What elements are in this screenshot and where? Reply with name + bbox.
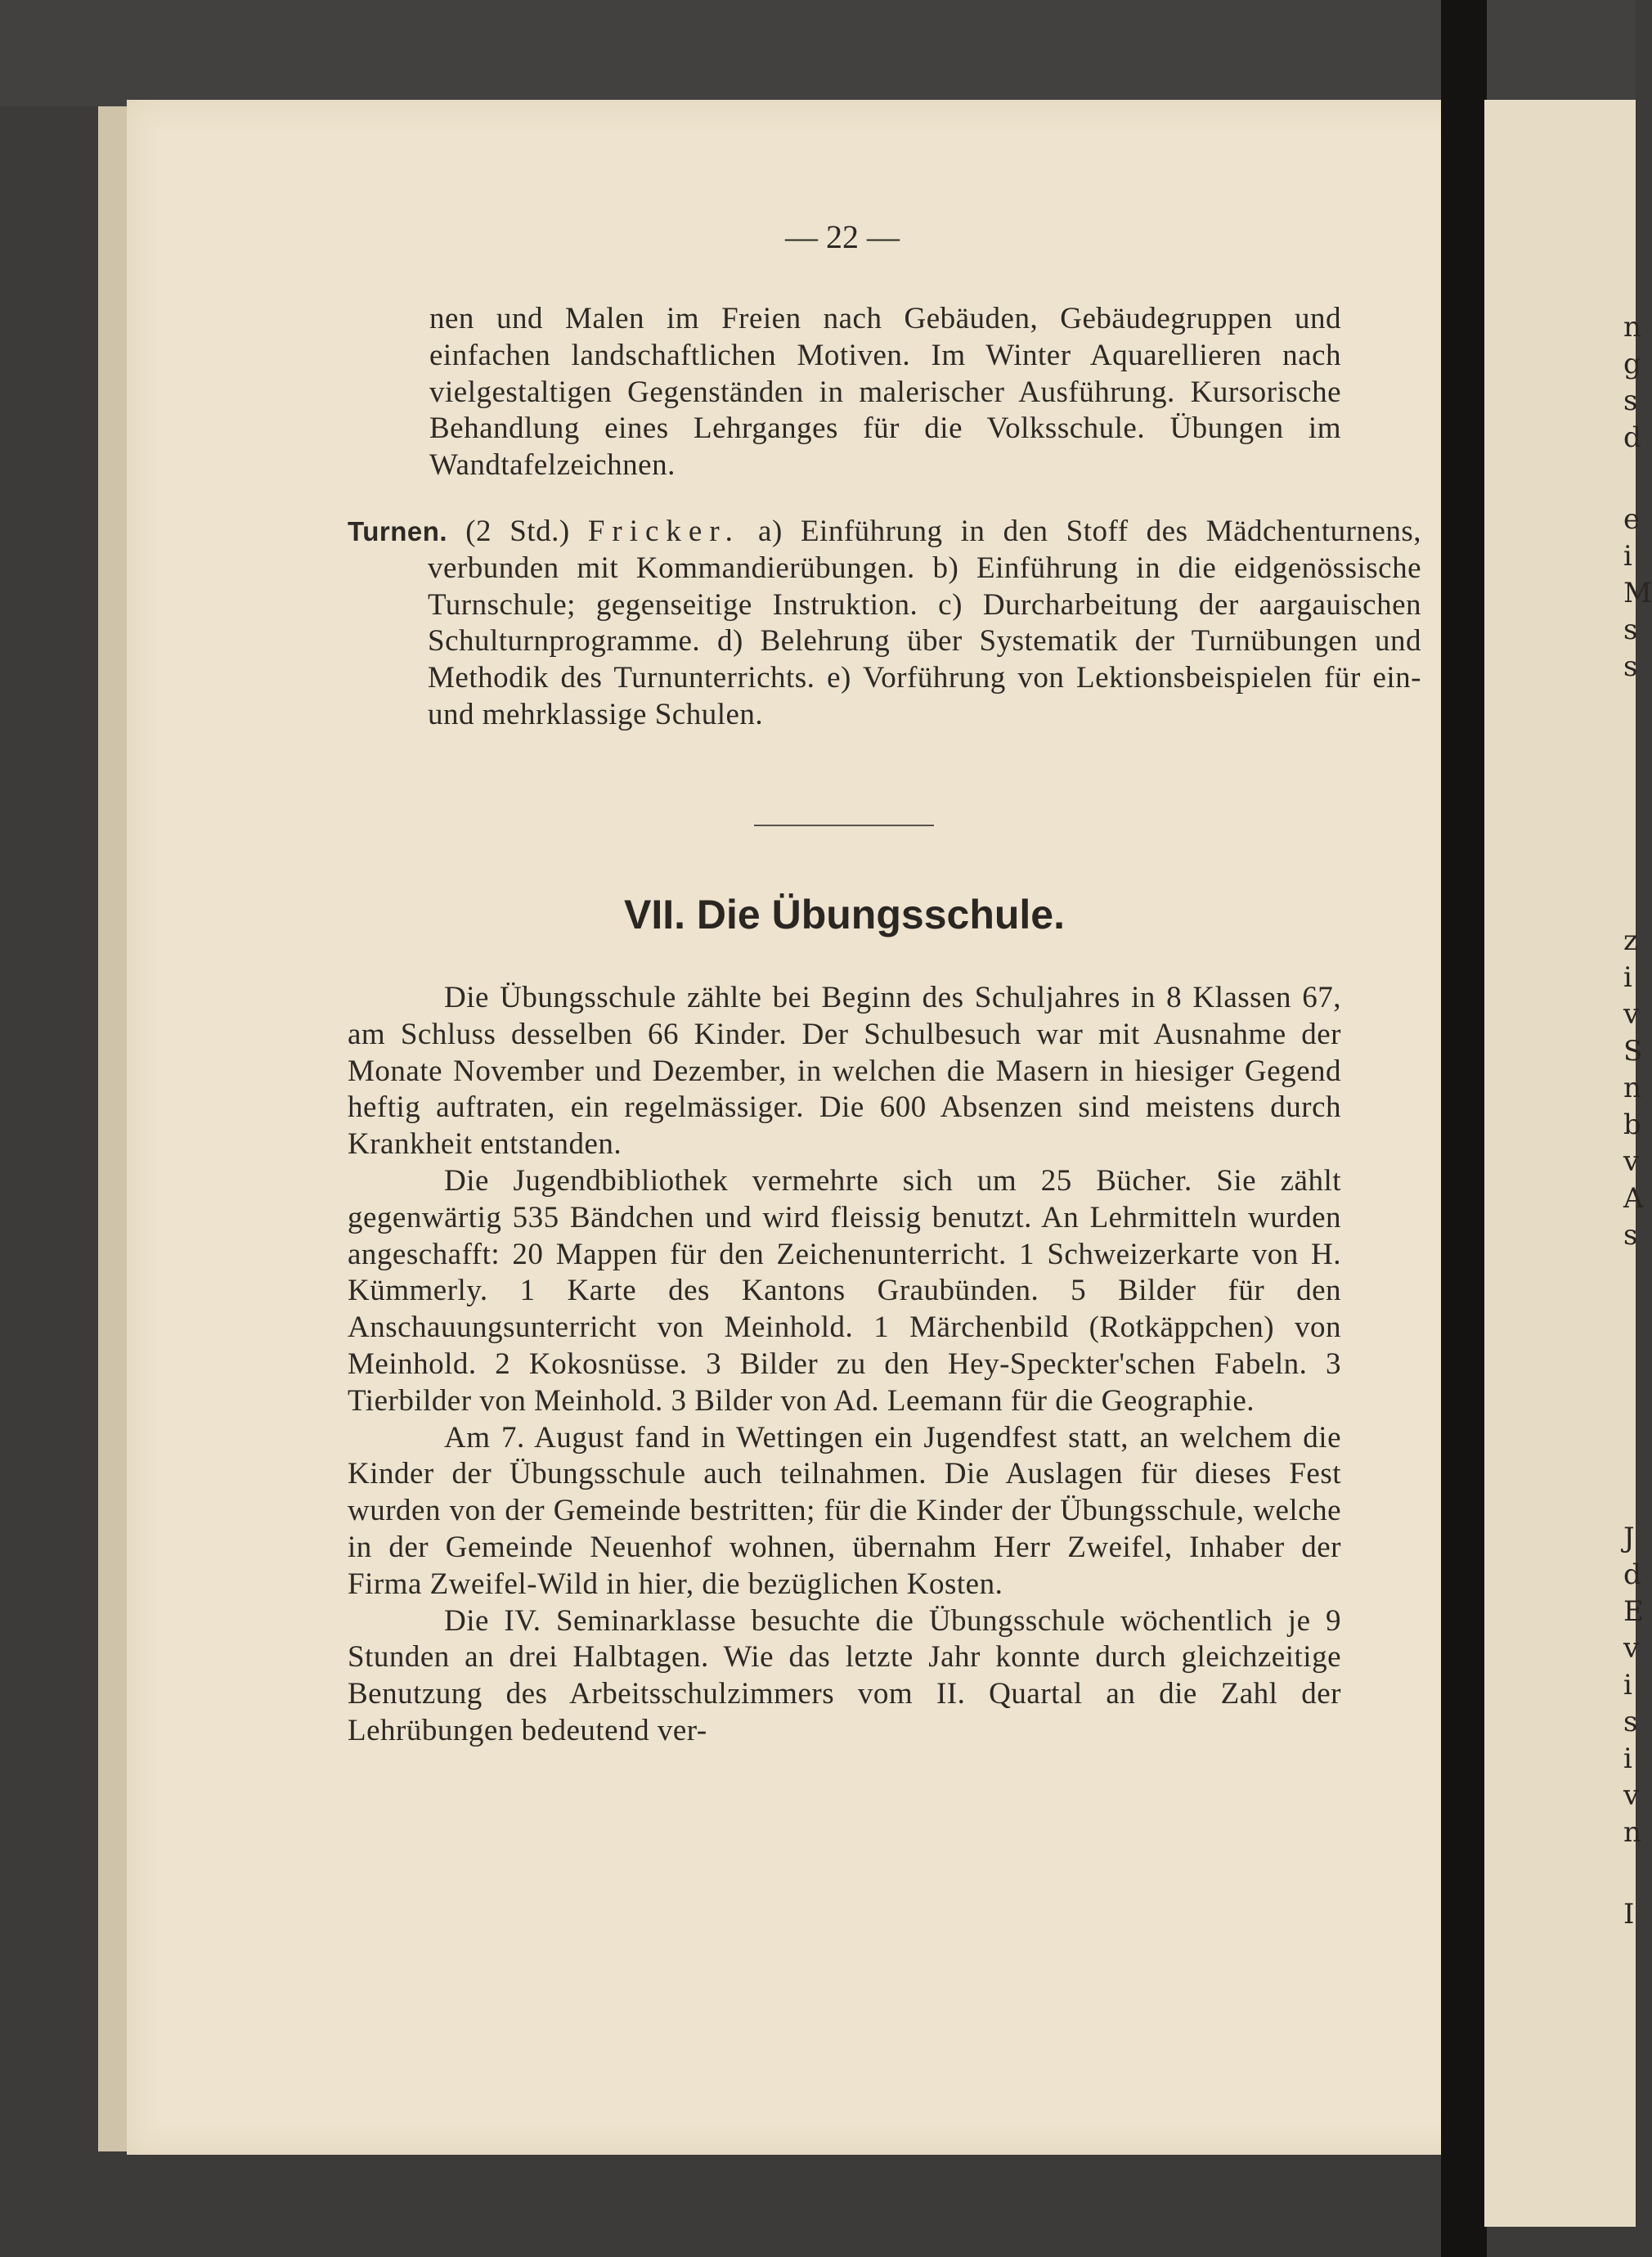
facing-page-letter: s: [1623, 1219, 1638, 1252]
facing-page-letter: J: [1623, 1522, 1635, 1554]
scan-shadow-bar: [1441, 0, 1487, 2257]
facing-page-letter: i: [1623, 1742, 1632, 1775]
facing-page-letter: A: [1623, 1182, 1644, 1215]
scan-background-top: [0, 0, 1636, 106]
facing-page-letter: d: [1623, 1558, 1641, 1591]
paragraph-library: Die Jugendbibliothek vermehrte sich um 25 Bücher. Sie zählt gegenwärtig 535 Bändchen und wird fleissig benutzt. An Lehrmitteln wurden angeschafft: 20 Mappen für den Zeichenunterricht. 1 Schweizerkarte von H. Kümmerly. 1 Karte des Kantons Graubünden. 5 Bilder für den Anschauungsunterricht von Meinhold. 1 Märchenbild (Rotkäppchen) von Meinhold. 2 Kokosnüsse. 3 Bilder zu den Hey-Speckter'schen Fabeln. 3 Tierbilder von Meinhold. 3 Bilder von Ad. Leemann für die Geographie.: [348, 1163, 1341, 1418]
turnen-label: Turnen.: [348, 516, 448, 546]
facing-page-letter: v: [1623, 1145, 1640, 1178]
facing-page-letter: s: [1623, 614, 1638, 646]
facing-page-letter: s: [1623, 1706, 1638, 1738]
paragraph-attendance: Die Übungsschule zählte bei Beginn des Schuljahres in 8 Klassen 67, am Schluss desselben 66 Kinder. Der Schulbesuch war mit Ausnahme der Monate November und Dezember, in welchen die Masern in hiesiger Gegend heftig auftraten, ein regelmässiger. Die 600 Absenzen sind meistens durch Krankheit entstanden.: [348, 981, 1341, 1162]
facing-page-letter: v: [1623, 998, 1640, 1031]
facing-page-letter: n: [1623, 311, 1641, 344]
intro-paragraph: nen und Malen im Freien nach Gebäuden, Gebäudegruppen und einfachen landschaftlichen Motiven. Im Winter Aquarellieren nach vielgestaltigen Gegenständen in malerischer Ausführung. Kursorische Behandlung eines Lehrganges für die Volksschule. Übungen im Wandtafelzeichnen.: [429, 302, 1341, 483]
facing-page-letter: S: [1623, 1035, 1643, 1068]
turnen-entry: [348, 514, 1421, 734]
facing-page-letter: z: [1623, 924, 1638, 957]
facing-page-letter: n: [1623, 1816, 1641, 1849]
turnen-hours: (2 Std.): [465, 515, 570, 548]
facing-page-letter: v: [1623, 1779, 1640, 1812]
facing-page-letter: v: [1623, 1632, 1640, 1665]
facing-page: [1484, 100, 1652, 2227]
facing-page-letter: i: [1623, 961, 1632, 994]
section-body: [348, 980, 1341, 1750]
facing-page-letter: b: [1623, 1108, 1641, 1141]
turnen-text: a) Einführung in den Stoff des Mädchenturnens, verbunden mit Kommandierübungen. b) Einführung in die eidgenössische Turnschule; gegenseitige Instruktion. c) Durcharbeitung der aargauischen Schulturnprogramme. d) Belehrung über Systematik der Turnübungen und Methodik des Turnunterrichts. e) Vorführung von Lektionsbeispielen für ein- und mehrklassige Schulen.: [428, 515, 1422, 731]
paragraph-seminar: Die IV. Seminarklasse besuchte die Übungsschule wöchentlich je 9 Stunden an drei Halbtagen. Wie das letzte Jahr konnte durch gleichzeitige Benutzung des Arbeitsschulzimmers vom II. Quartal an die Zahl der Lehrübungen bedeutend ver-: [348, 1603, 1341, 1747]
page-number: — 22 —: [785, 218, 900, 255]
facing-page-letter: i: [1623, 1669, 1632, 1702]
facing-page-letter: e: [1623, 503, 1641, 536]
facing-page-letter: s: [1623, 650, 1638, 683]
facing-page-letter: i: [1623, 540, 1632, 573]
facing-page-letter: I: [1623, 1898, 1635, 1931]
turnen-teacher: Fricker.: [587, 515, 740, 548]
paragraph-festival: Am 7. August fand in Wettingen ein Jugendfest statt, an welchem die Kinder der Übungsschule auch teilnahmen. Die Auslagen für dieses Fest wurden von der Gemeinde bestritten; für die Kinder der Übungsschule, welche in der Gemeinde Neuenhof wohnen, übernahm Herr Zweifel, Inhaber der Firma Zweifel-Wild in hier, die bezüglichen Kosten.: [348, 1420, 1341, 1601]
facing-page-letter: d: [1623, 421, 1641, 454]
facing-page-letter: g: [1623, 348, 1641, 380]
facing-page-letter: E: [1623, 1595, 1644, 1628]
facing-page-letter: s: [1623, 384, 1638, 417]
section-divider: [754, 825, 934, 826]
facing-page-letter: n: [1623, 1072, 1641, 1104]
section-heading: VII. Die Übungsschule.: [624, 892, 1065, 937]
facing-page-letter: M: [1623, 577, 1652, 609]
